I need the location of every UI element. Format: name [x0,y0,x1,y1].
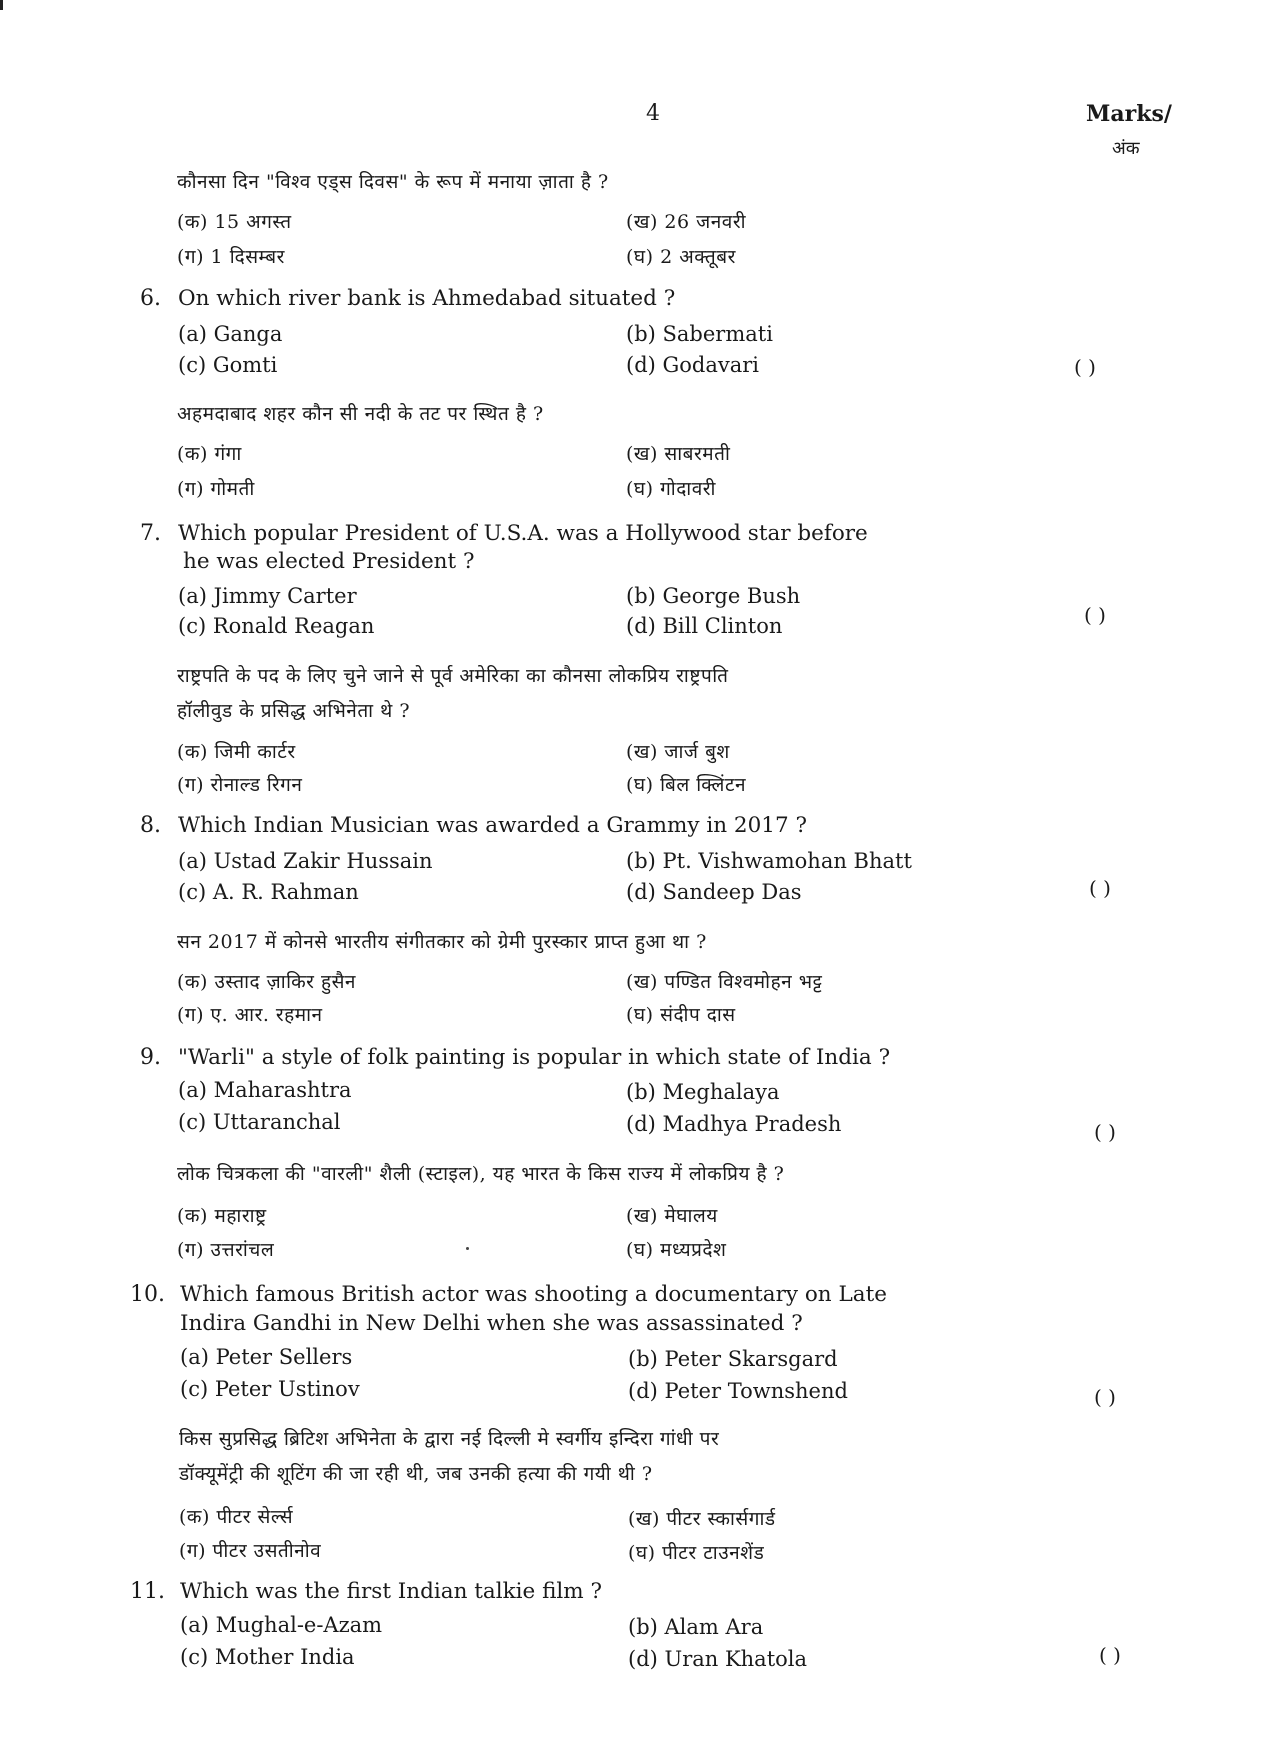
q7-number: 7. [140,521,161,546]
q8-hindi-option-a: (क) उस्ताद ज़ाकिर हुसैन [177,971,356,993]
page-number: 4 [646,101,660,126]
q10-option-b: (b) Peter Skarsgard [628,1347,838,1371]
q9-hindi-option-c: (ग) उत्तरांचल [177,1239,275,1261]
q6-option-d: (d) Godavari [626,353,760,377]
q6-question: On which river bank is Ahmedabad situated ? [178,286,676,311]
q11-option-c: (c) Mother India [180,1645,355,1669]
q6-hindi-option-c: (ग) गोमती [177,478,255,500]
q10-hindi-option-c: (ग) पीटर उसतीनोव [179,1540,322,1562]
q9-hindi-option-b: (ख) मेघालय [626,1205,718,1227]
q10-option-c: (c) Peter Ustinov [180,1377,360,1401]
q9-number: 9. [140,1045,161,1070]
q7-option-c: (c) Ronald Reagan [178,614,375,638]
q11-option-d: (d) Uran Khatola [628,1647,808,1671]
q6-answer-bracket[interactable]: ( ) [1074,355,1096,379]
q7-option-d: (d) Bill Clinton [626,614,783,638]
q10-number: 10. [130,1282,165,1307]
q10-question-line2: Indira Gandhi in New Delhi when she was assassinated ? [180,1311,803,1336]
q11-number: 11. [130,1579,165,1604]
scan-speck [466,1247,469,1250]
scan-corner-mark [0,0,3,10]
q10-hindi-option-a: (क) पीटर सेर्ल्स [179,1506,294,1528]
marks-header: Marks/ [1086,101,1172,127]
q6-hindi-question: अहमदाबाद शहर कौन सी नदी के तट पर स्थित है ? [177,403,544,425]
q9-option-c: (c) Uttaranchal [178,1110,341,1134]
q7-hindi-question-line2: हॉलीवुड के प्रसिद्ध अभिनेता थे ? [177,700,411,722]
q9-question: "Warli" a style of folk painting is popular in which state of India ? [178,1045,891,1070]
q6-option-c: (c) Gomti [178,353,278,377]
q11-option-b: (b) Alam Ara [628,1615,764,1639]
q8-option-b: (b) Pt. Vishwamohan Bhatt [626,849,912,873]
q6-option-a: (a) Ganga [178,322,283,346]
q10-option-a: (a) Peter Sellers [180,1345,353,1369]
q7-answer-bracket[interactable]: ( ) [1084,603,1106,627]
q8-hindi-question: सन 2017 में कोनसे भारतीय संगीतकार को ग्रेमी पुरस्कार प्राप्त हुआ था ? [177,931,707,953]
q11-option-a: (a) Mughal-e-Azam [180,1613,383,1637]
q6-hindi-option-d: (घ) गोदावरी [626,478,716,500]
q9-option-d: (d) Madhya Pradesh [626,1112,842,1136]
q8-answer-bracket[interactable]: ( ) [1089,876,1111,900]
q10-question-line1: Which famous British actor was shooting a documentary on Late [180,1282,887,1307]
q5-hindi-option-d: (घ) 2 अक्तूबर [626,246,736,268]
q5-hindi-option-a: (क) 15 अगस्त [177,211,292,233]
q7-question-line1: Which popular President of U.S.A. was a Hollywood star before [178,521,868,546]
q7-question-line2: he was elected President ? [183,549,475,574]
q6-number: 6. [140,286,161,311]
q10-hindi-question-line2: डॉक्यूमेंट्री की शूटिंग की जा रही थी, जब उनकी हत्या की गयी थी ? [179,1463,653,1485]
q5-hindi-option-c: (ग) 1 दिसम्बर [177,246,285,268]
q10-option-d: (d) Peter Townshend [628,1379,848,1403]
q6-hindi-option-b: (ख) साबरमती [626,443,731,465]
q5-hindi-option-b: (ख) 26 जनवरी [626,211,747,233]
q9-option-b: (b) Meghalaya [626,1080,780,1104]
q11-question: Which was the first Indian talkie film ? [180,1579,603,1604]
q9-hindi-option-d: (घ) मध्यप्रदेश [626,1239,727,1261]
q8-hindi-option-d: (घ) संदीप दास [626,1004,736,1026]
q10-hindi-question-line1: किस सुप्रसिद्ध ब्रिटिश अभिनेता के द्वारा नई दिल्ली मे स्वर्गीय इन्दिरा गांधी पर [179,1428,720,1450]
q9-answer-bracket[interactable]: ( ) [1094,1120,1116,1144]
q8-hindi-option-c: (ग) ए. आर. रहमान [177,1004,323,1026]
q8-number: 8. [140,813,161,838]
marks-header-hindi: अंक [1112,138,1140,159]
q7-option-a: (a) Jimmy Carter [178,584,357,608]
q8-option-c: (c) A. R. Rahman [178,880,359,904]
q7-hindi-question-line1: राष्ट्रपति के पद के लिए चुने जाने से पूर्व अमेरिका का कौनसा लोकप्रिय राष्ट्रपति [177,665,729,687]
q7-hindi-option-b: (ख) जार्ज बुश [626,741,730,763]
q6-option-b: (b) Sabermati [626,322,773,346]
q8-option-a: (a) Ustad Zakir Hussain [178,849,433,873]
q9-hindi-option-a: (क) महाराष्ट्र [177,1205,267,1227]
q9-hindi-question: लोक चित्रकला की "वारली" शैली (स्टाइल), यह भारत के किस राज्य में लोकप्रिय है ? [177,1163,785,1185]
q7-hindi-option-a: (क) जिमी कार्टर [177,741,296,763]
q8-hindi-option-b: (ख) पण्डित विश्वमोहन भट्ट [626,971,823,993]
q7-hindi-option-c: (ग) रोनाल्ड रिगन [177,774,303,796]
q5-hindi-question: कौनसा दिन "विश्व एड्स दिवस" के रूप में मनाया ज़ाता है ? [177,171,609,193]
q7-hindi-option-d: (घ) बिल क्लिंटन [626,774,747,796]
q8-option-d: (d) Sandeep Das [626,880,802,904]
q10-hindi-option-d: (घ) पीटर टाउनशेंड [628,1542,765,1564]
q10-hindi-option-b: (ख) पीटर स्कार्सगार्ड [628,1508,776,1530]
q9-option-a: (a) Maharashtra [178,1078,352,1102]
q7-option-b: (b) George Bush [626,584,801,608]
q8-question: Which Indian Musician was awarded a Grammy in 2017 ? [178,813,808,838]
q10-answer-bracket[interactable]: ( ) [1094,1385,1116,1409]
q6-hindi-option-a: (क) गंगा [177,443,242,465]
q11-answer-bracket[interactable]: ( ) [1099,1643,1121,1667]
